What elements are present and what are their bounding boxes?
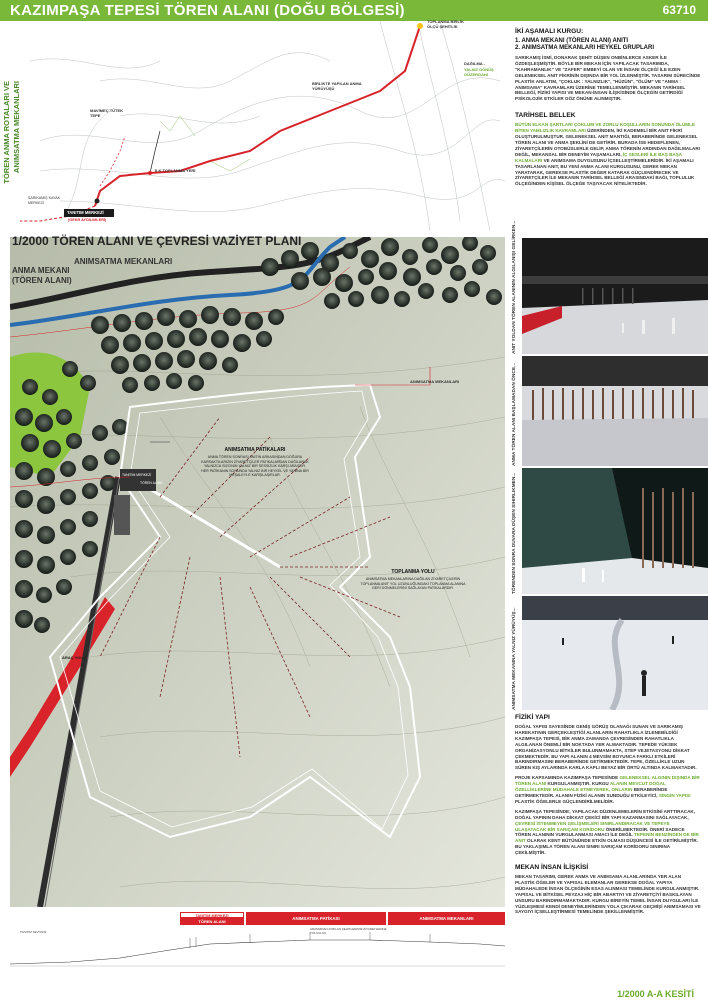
plan-subtitle-anma-line1: ANMA MEKANI xyxy=(12,266,70,275)
heading-mekan-insan: MEKAN İNSAN İLİŞKİSİ xyxy=(515,864,589,872)
route-vertical-label xyxy=(0,81,28,221)
paragraph-proje-4: PLASTİK ÖĞELERLE GÜÇLENDİRİLMELİDİR. xyxy=(515,798,615,804)
plan-label-arac-yolu: ARAÇ YOLU xyxy=(62,655,86,660)
right-column-bottom xyxy=(515,714,701,915)
plan-subtitle-anma-line2: (TÖREN ALANI) xyxy=(12,276,72,285)
paragraph-kazimpasa-1: KAZIMPAŞA TEPESİNDE; YAPILACAK DÜZENLEMELERİN ETKİSİNİ ARTTIRACAK, DOĞAL YAPININ DAHA DİKKAT ÇEKİCİ BİR YAPI KAZANMASINI SAĞLAYACAK, xyxy=(515,808,696,820)
site-plan xyxy=(10,237,505,907)
route-label-ilk-toplanma: İLK TOPLANMA YERİ xyxy=(155,168,196,173)
paragraph-kazimpasa-hl: ÇEVRESİ İSTENMEYEN GELİŞMELERİ SINIRLANDIRACAK VE TEPEYE ULAŞATACAK BİR SARIÇAM KORİDORU xyxy=(515,820,670,832)
page-title: KAZIMPAŞA TEPESİ TÖREN ALANI (DOĞU BÖLGESİ) xyxy=(10,2,405,19)
section-note-right: ARAMIZDAN AYRILAN ŞEHİTLERİMİZ ZİYARETLERİNE YOLCULUK xyxy=(310,927,387,935)
render-1-label: ANIT YOLDAN TÖREN ALANININ ALGILANIŞI GELİRKEN... xyxy=(512,220,517,354)
route-label-birlikte: BİRLİKTE YAPILAN ANMA YÜRÜYÜŞÜ xyxy=(312,81,362,91)
plan-title: 1/2000 TÖREN ALANI VE ÇEVRESİ VAZİYET PLANI xyxy=(12,234,302,248)
paragraph-fiziki: DOĞAL YAPISI SAYESİNDE GENİŞ GÖRÜŞ OLANAĞI SUNAN VE SARIKAMIŞ HAREKATININ GERÇEKLEŞTİĞİ ALANLARIN RAHATLIKLA İZLENEBİLDİĞİ KAZIMPAŞA TEPESİ, BİR ANMA ZAMANDA ÇEVRESİNDEN RAHATLIKLA ALGILANAN ÖNEMLİ BİR NOKTADA YER ALMAKTADIR. TEPEDE YÜKSEK ORGANİZASYONLU BİTKİLER BULUNMAMAKTA, STEP VEJETASYONU DİKKAT ÇEKMEKTEDİR. BU YAPI ALANIN 4 MEVSİM BOYUNCA FARKLI ETKİLERİ BARINDIRMASINI BERABERİNDE GETİRMEKTEDİR. TEPE, ÖZELLİKLE UZUN SÜREN KIŞ AYLARINDA KARLA KAPLI BEYAZ BİR ÖRTÜ ALTINDA KALMAKTADIR. xyxy=(515,724,697,771)
heading-kurgu: İKİ AŞAMALI KURGU: xyxy=(515,28,584,35)
paragraph-kazimpasa-2: ÖNERİLMEKTEDİR. ÖNERİ SADECE TÖREN ALANININ VURGULANMASI AMACI İLE DEĞİL xyxy=(515,826,685,838)
paragraph-tarihsel-1: ÜZERİNDEN, İKİ KADEMELİ BİR ANIT FİKRİ OLUŞTURULMUŞTUR. GELENEKSEL ANIT MANTIĞI, BERABERİNDE GELENEKSEL TÖREN ALANI VE ANMA ŞEKLİNİ DE GETİRİR. BURADA İSE HEDEFLENEN, ZİYARETÇİLERİN OTOBÜSLERLE GELİP, ANMA TÖRENİN ARDINDAN DAĞILMALARI DEĞİL, MEKANSAL BİR DENEYİM YAŞAMALARI, xyxy=(515,128,700,157)
paragraph-proje-hl2: ALANIN MEVCUT DOĞAL ÖZELLİKLERİNE MÜDAHALE ETMEYEREK, ONLARIN xyxy=(515,781,666,793)
kurgu-item-2: 2. ANIMSATMA MEKANLARI HEYKEL GRUPLARI xyxy=(515,45,655,51)
paragraph-proje-hl: GELENEKSEL ALGININ DIŞINDA BİR TÖREN ALANI xyxy=(515,775,700,787)
plan-label-animsatma: ANIMSATMA MEKANLARI xyxy=(410,379,460,384)
legend-patika: ANIMSATMA PATİKASI xyxy=(246,912,386,925)
paragraph-mekan-insan: MEKAN TASARIMI, GEREK ANMA VE ANIMSAMA ALANLARINDA YER ALAN PLASTİK ÖĞELER VE YAPISAL ELEMANLAR GEREKSE DOĞAL YAPIYA MÜDAHALEDE İNSAN ÖLÇEĞİNİN ESAS ALINMASI TEMELİNDE KURGULANMIŞTIR. YAPISAL VE BİTKİSEL PEYZAJ HİÇ BİR ABARTIYI VE ZİYARETÇİYİ BASKILAYAN UNSURU BARINDIRMAMAKTADIR. KURGU BİREYİN TEMEL İNSAN DUYGULARI İLE YÜZLEŞMESİ KENDİ DENEYİMLERİNDEN YOLA ÇIKARAK GEÇMİŞİ ANIMSAMASI VE SAYGIYI İÇSELLEŞTİRMESİ TEMELİNDE ŞEKİLLENMİŞTİR. xyxy=(515,874,701,915)
route-label-tanitim-sub: (GEKR AYDILIMLERİ) xyxy=(68,218,107,222)
plan-label-toplanma-title: TOPLANMA YOLU xyxy=(391,569,435,575)
paragraph-proje-2: KURGULANMIŞTIR. KURGU xyxy=(547,781,609,787)
route-vertical-label-1: TÖREN ANMA ROTALARI VE xyxy=(2,81,11,184)
section-drawing xyxy=(10,928,505,968)
render-4 xyxy=(512,596,708,710)
right-column-top xyxy=(515,28,701,187)
project-code: 63710 xyxy=(662,3,696,17)
route-label-toplanma: TOPLANMA BİRLİK ÖLÇÜ ŞEHİTLİK xyxy=(427,19,464,29)
legend-mekanlar: ANIMSATMA MEKANLARI xyxy=(388,912,505,925)
route-label-yaya: YALNIZ DÖNÜŞ GÜZERGAHI xyxy=(464,67,494,77)
render-2 xyxy=(512,356,708,466)
kurgu-item-1: 1. ANMA MEKANI (TÖREN ALANI) ANITI xyxy=(515,38,629,44)
plan-subtitle-animsatma: ANIMSATMA MEKANLARI xyxy=(74,257,173,266)
route-label-tanitim: TANITIM MERKEZİ xyxy=(67,210,104,215)
route-map-svg xyxy=(0,21,505,239)
render-2-svg xyxy=(522,356,708,466)
paragraph-kazimpasa-3: OLARAK KENT BÜTÜNÜNDE ETKİN OLMASI DÜŞÜNCESİ İLE GETİRİLMİŞTİR. BU YAKLAŞIMLA TÖREN ALANI SINIRI SARIÇAM KORİDORU SINIRINA ÇEKİLMİŞTİR. xyxy=(515,838,698,856)
heading-tarihsel: TARİHSEL BELLEK xyxy=(515,112,576,120)
route-vertical-label-2: ANIMSATMA MEKANLARI xyxy=(12,81,21,174)
render-1-svg xyxy=(522,238,708,354)
section-legend-bar xyxy=(10,912,505,926)
render-1 xyxy=(512,220,708,354)
paragraph-tarihsel-2: VE ANIMSAMA DUYGUSUNU İÇSELLEŞTİRMELERİDİR. İKİ AŞAMALI TASARLANAN ANIT, BU YENİ ANMA ALANI KURGUSUNU, GEREK MEKAN YARATARAK, GEREKSE PLASTİK DEĞER KATARAK GÜÇLENDİRECEK VE ZİYARETÇİLER İLE MEKANIN TARİHSEL BELLEĞİ ARASINDAKİ BAĞI, TOPLULUK ÖLÇEĞİNDEN KİŞİSEL ÖLÇEĞE TAŞIYACAK NİTELİKTEDİR. xyxy=(515,157,695,187)
plan-label-toren: TÖREN ALANI xyxy=(140,481,163,485)
paragraph-kurgu: SARIKAMIŞ İSMİ, DONARAK ŞEHİT DÜŞEN ONBİNLERCE ASKER İLE ÖZDEŞLEŞMİŞTİR. BÖYLE BİR MEKAN İÇİN YAPILACAK TASARIMDA, "KAHRAMANLIK" VE "ZAFER" EMBEYİ OLAN VE İNSANI ÖLÇEĞİ İLE EZEN GELENEKSEL ANIT FİKRİNİN DIŞINDA BİR YOL İZLENMİŞTİR. TASARIM SÜRECİNDE PLASTİK ANLATIM, "ÇOKLUK : YALNIZLIK", "HÜZÜN", "ÖLÜM" VE "ANMA : ANIMSAMA" KAVRAMLARI ÜZERİNE TEMELLENMİŞTİR. MEKANIN TARİHSEL BELLEĞİ, FİZİKİ YAPISI VE MEKAN-İNSAN İLİŞKİSİNDE ÖLÇEĞİN GETİRDİĞİ PSİKOLOJİK ETKİLER GÖZ ÖNÜNE ALINMIŞTIR. xyxy=(515,55,701,102)
route-label-dagilma: DAĞILMA - xyxy=(464,61,485,66)
paragraph-tarihsel-hl2: İÇ SESLERİ İLE BAŞ BAŞA KALMALARI xyxy=(515,151,682,163)
section-svg xyxy=(10,928,505,968)
paragraph-proje xyxy=(515,775,701,805)
plan-label-patikalar-title: ANIMSATMA PATİKALARI xyxy=(224,447,286,453)
plan-subtitle-anma xyxy=(12,266,72,286)
paragraph-tarihsel-hl: BÜTÜN ELKAN ŞARTLARI ÇOKLUM VE ZORLU KOŞULLARIN SONUNDA ÖLÜMLE BİTEN YAMLIZLIK KAVRAMLARI xyxy=(515,122,695,134)
heading-fiziki: FİZİKİ YAPI xyxy=(515,714,550,721)
route-label-mavimc: MAVİMEÇ TÜTEK TEPE xyxy=(90,108,124,118)
section-note-left: TANITIM SEVİYESİ xyxy=(20,930,47,934)
route-map xyxy=(0,21,505,239)
plan-label-toplanma-body: ANIMSATMA MEKANLARINA DAĞILAN ZİYARETÇİLERİN TOPLANMA ANIT YOL UZUNLUĞUNDAKİ TOPLANMA ALANINA GERİ DÖNMELERİNİ SAĞLAYAN PATİKALARDIR. xyxy=(360,577,466,591)
plan-label-patikalar-body: ANMA TÖREN SONRASI ANITIN ARKASINDAN DOĞURA KARSAKTILARIZIN ZİYARETÇİLER PATİKALARDAN DAĞILARAK YALNIZCA SIZCININ YALNIZ BİR SESSİZLİK KARŞI ARAŞTIR. HER PATİKANIN SONUNDA YALNIZ BİR HEYKEL VE YANINA BİR MEŞALEYLE KARŞILAŞIRLAR. xyxy=(201,455,309,478)
legend-tanitim: TANITIM MERKEZİ xyxy=(180,912,244,918)
paragraph-proje-3: BERABERİNDE GETİRMEKTEDİR. ALANIN FİZİKİ ALANIN SUNDUĞU ETKİLEYİCİ, xyxy=(515,787,668,798)
paragraph-kazimpasa xyxy=(515,809,701,856)
paragraph-proje-1: PROJE KAPSAMINDA KAZIMPAŞA TEPESİNDE xyxy=(515,775,619,781)
paragraph-tarihsel xyxy=(515,122,701,187)
route-label-sarikamis: SARIKAMIŞ KAYAK MERKEZİ xyxy=(28,196,61,205)
render-3-label: TÖRENDEN SONRA DUVARA DÜŞEN SIHIRLIKMEN... xyxy=(512,472,517,594)
render-2-label: ANMA TÖREN ALANI BAŞLAMADAN ÖNCE... xyxy=(512,362,517,466)
legend-toren: TÖREN ALANI xyxy=(180,918,244,925)
render-4-label: ANIMSATMA MEKANINA YALNIZ YÜRÜYÜŞ... xyxy=(512,607,517,710)
paragraph-proje-hl3: SİNGİN YAPISI xyxy=(658,792,691,798)
plan-label-tanitim: TANITIM MERKEZİ xyxy=(122,473,152,477)
render-column xyxy=(512,220,702,710)
render-3 xyxy=(512,468,708,594)
render-4-svg xyxy=(522,596,708,710)
section-title: 1/2000 A-A KESİTİ xyxy=(617,989,694,999)
render-3-svg xyxy=(522,468,708,594)
paragraph-kazimpasa-hl2: TEPENİN BENZİNDEN DE BİR ANIT xyxy=(515,832,699,844)
